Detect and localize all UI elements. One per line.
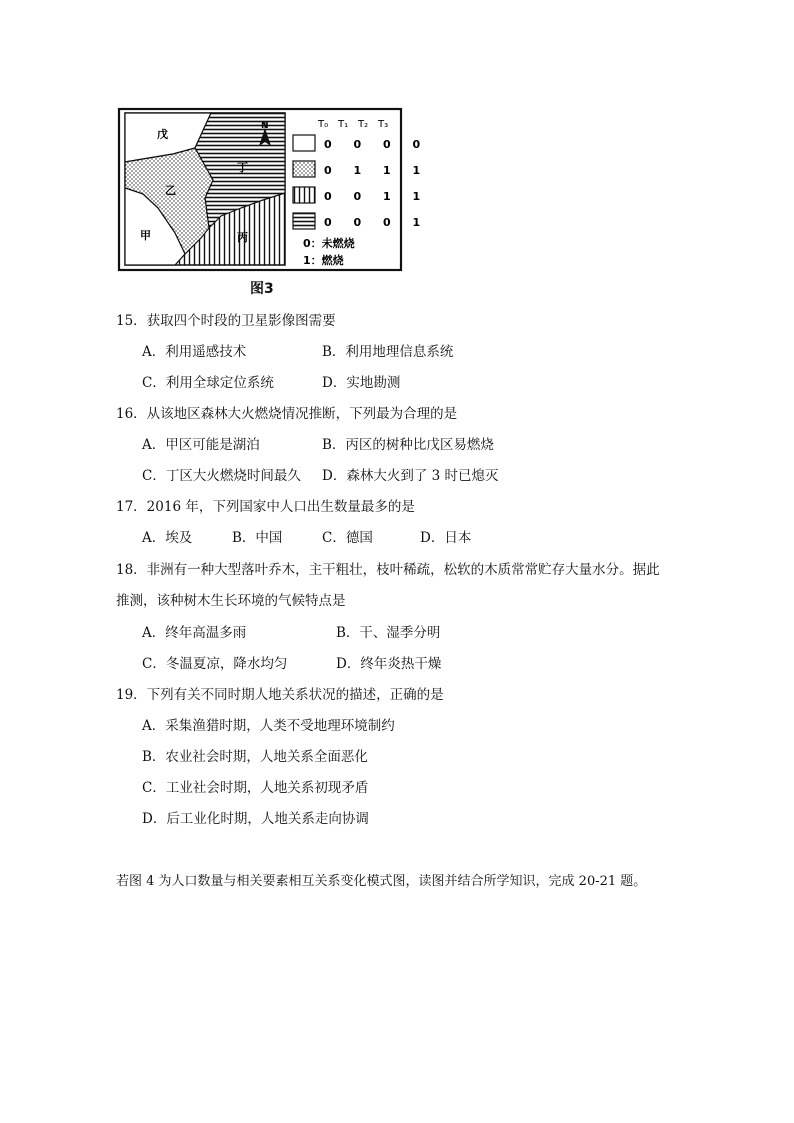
label-ding: 丁 [237, 161, 248, 174]
question-17-stem: 17．2016 年，下列国家中人口出生数量最多的是 [116, 499, 415, 515]
legend-key-0: 0：未燃烧 [303, 237, 355, 250]
question-16-option-d: D．森林大火到了 3 时已熄灭 [322, 468, 499, 484]
legend-header-t2: T₂ [358, 119, 369, 130]
legend-values-horizontal: 0 0 0 1 [324, 216, 430, 229]
question-18-option-c: C．冬温夏凉，降水均匀 [142, 656, 288, 672]
question-18-stem-continued: 推测，该种树木生长环境的气候特点是 [116, 593, 346, 609]
question-15-option-b: B．利用地理信息系统 [322, 344, 454, 360]
question-19-option-c: C．工业社会时期，人地关系初现矛盾 [142, 780, 369, 796]
figure-caption: 图3 [250, 281, 274, 297]
legend-swatch-dotted [293, 161, 315, 177]
question-16-stem: 16．从该地区森林大火燃烧情况推断，下列最为合理的是 [116, 406, 458, 422]
legend-header-t1: T₁ [338, 119, 349, 130]
question-17-option-b: B．中国 [232, 530, 283, 546]
question-15-option-a: A．利用遥感技术 [142, 344, 247, 360]
question-19-option-d: D．后工业化时期，人地关系走向协调 [142, 811, 369, 827]
question-18-option-b: B．干、湿季分明 [336, 625, 441, 641]
label-wu: 戊 [157, 128, 168, 141]
question-17-option-d: D．日本 [420, 530, 472, 546]
question-19-option-a: A．采集渔猎时期，人类不受地理环境制约 [142, 718, 395, 734]
question-17-option-c: C．德国 [322, 530, 373, 546]
map-area [125, 113, 285, 265]
legend-header-t0: T₀ [318, 119, 329, 130]
label-jia: 甲 [140, 229, 151, 242]
question-15-stem: 15．获取四个时段的卫星影像图需要 [116, 313, 336, 329]
question-19-option-b: B．农业社会时期，人地关系全面恶化 [142, 749, 368, 765]
question-16-option-b: B．丙区的树种比戊区易燃烧 [322, 437, 494, 453]
question-15-option-d: D．实地勘测 [322, 375, 401, 391]
question-16-option-c: C．丁区大火燃烧时间最久 [142, 468, 301, 484]
legend-swatch-vertical [293, 187, 315, 203]
legend-key-1: 1：燃烧 [303, 254, 344, 267]
legend-values-dotted: 0 1 1 1 [324, 164, 430, 177]
question-18-option-d: D．终年炎热干燥 [336, 656, 442, 672]
question-18-stem: 18．非洲有一种大型落叶乔木，主干粗壮，枝叶稀疏，松软的木质常常贮存大量水分。据此 [116, 562, 660, 578]
label-yi: 乙 [165, 184, 176, 197]
question-19-stem: 19．下列有关不同时期人地关系状况的描述，正确的是 [116, 687, 444, 703]
label-north: N [261, 121, 269, 131]
legend-swatch-blank [293, 135, 315, 151]
legend-header-t3: T₃ [378, 119, 389, 130]
question-18-option-a: A．终年高温多雨 [142, 625, 247, 641]
legend-values-blank: 0 0 0 0 [324, 138, 430, 151]
question-17-option-a: A．埃及 [142, 530, 193, 546]
fire-map-svg [113, 108, 430, 273]
label-bing: 丙 [237, 231, 248, 244]
question-16-option-a: A．甲区可能是湖泊 [142, 437, 260, 453]
intro-questions-20-21: 若图 4 为人口数量与相关要素相互关系变化模式图，读图并结合所学知识，完成 20-21 题。 [116, 874, 647, 889]
legend-values-vertical: 0 0 1 1 [324, 190, 430, 203]
figure-3-map [113, 108, 430, 273]
legend-swatch-horizontal [293, 213, 315, 229]
question-15-option-c: C．利用全球定位系统 [142, 375, 274, 391]
